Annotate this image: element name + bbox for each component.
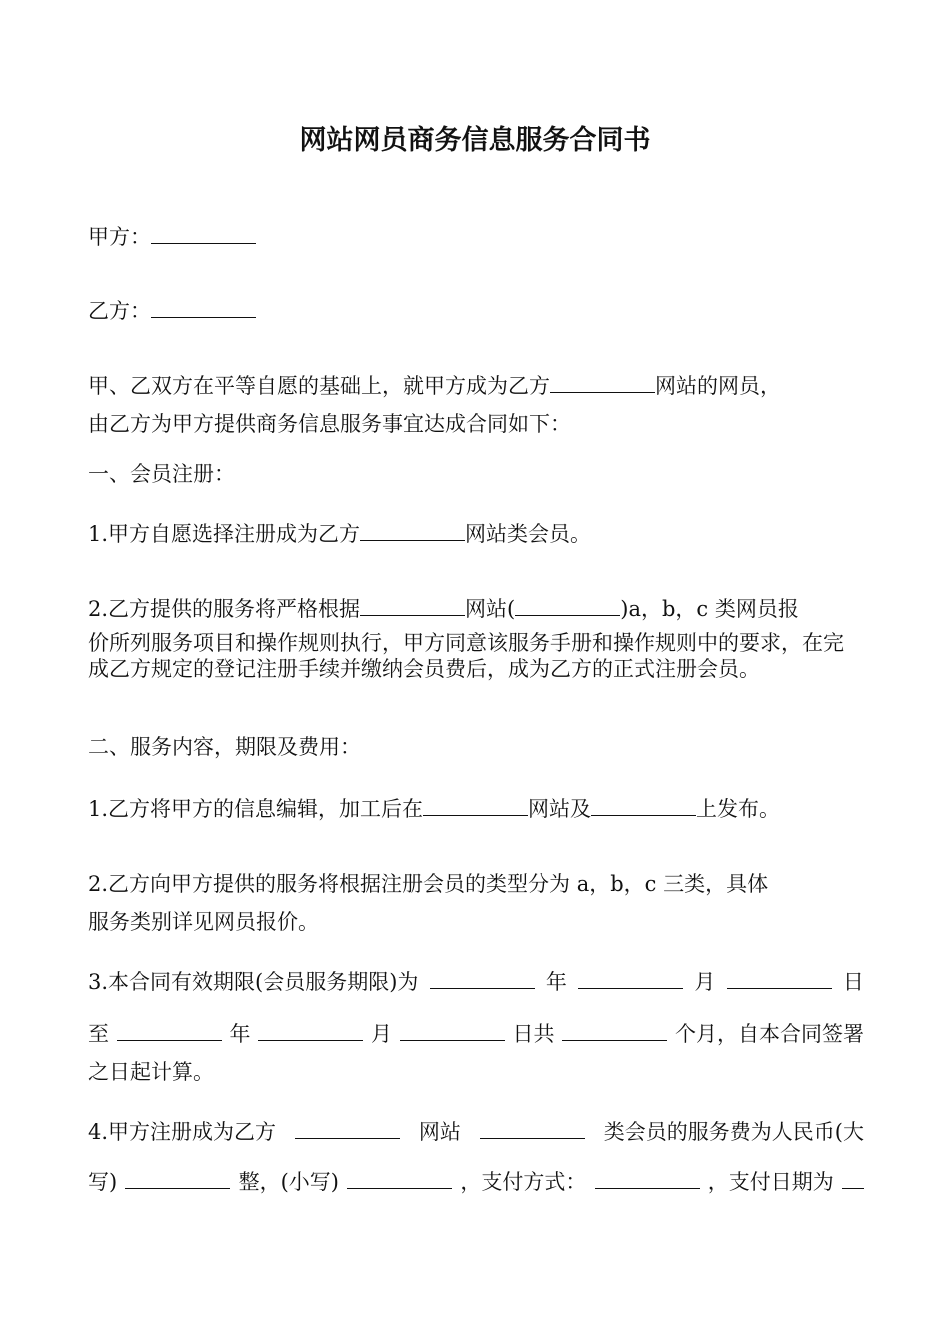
party-a-blank [151, 223, 256, 244]
section1-heading: 一、会员注册： [88, 462, 235, 486]
section2-item4-text-6: ，支付方式： [460, 1170, 587, 1194]
section2-heading: 二、服务内容，期限及费用： [88, 735, 361, 759]
party-b-label: 乙方： [88, 299, 151, 323]
section2-item1-blank-2 [591, 795, 696, 816]
section2-item2-line1: 2.乙方向甲方提供的服务将根据注册会员的类型分为 a，b，c 三类，具体 [88, 872, 769, 896]
section2-item3-text-1: 3.本合同有效期限(会员服务期限)为 [88, 970, 419, 994]
section2-item4-text-3: 类会员的服务费为人民币(大 [603, 1120, 864, 1144]
section2-item4-line1 [88, 1118, 864, 1146]
intro-text-2: 网站的网员， [655, 374, 781, 398]
section2-item1-text-3: 上发布。 [696, 797, 781, 821]
section2-item3-start-day-blank [727, 968, 832, 989]
intro-text-3: 由乙方为甲方提供商务信息服务事宜达成合同如下： [88, 412, 571, 436]
section2-item1 [88, 795, 864, 823]
section1-item2-text-2: 网站( [465, 597, 516, 621]
section1-item2-line1 [88, 595, 864, 623]
intro-website-blank [550, 372, 655, 393]
section2-item1-text-1: 1.乙方将甲方的信息编辑，加工后在 [88, 797, 424, 821]
section1-item2-blank-2 [515, 595, 620, 616]
section2-item3-start-year-blank [430, 968, 535, 989]
section2-item3-day-total: 日共 [512, 1022, 555, 1046]
section2-item4-text-4: 写) [88, 1170, 118, 1194]
section2-item1-text-2: 网站及 [528, 797, 592, 821]
section1-item2-text-1: 2.乙方提供的服务将严格根据 [88, 597, 361, 621]
section2-item3-month: 月 [694, 970, 716, 994]
party-b-line [88, 297, 864, 325]
section2-item4-text-2: 网站 [418, 1120, 461, 1144]
section2-item3-line1 [88, 968, 864, 996]
party-a-line [88, 223, 864, 251]
section2-item4-text-1: 4.甲方注册成为乙方 [88, 1120, 277, 1144]
section2-item3-day: 日 [842, 970, 864, 994]
section2-item3-to: 至 [88, 1022, 109, 1046]
intro-line-2 [88, 410, 864, 438]
section2-item4-line2 [88, 1168, 864, 1196]
section2-item4-amount-lower-blank [347, 1168, 452, 1189]
section2-item3-line3: 之日起计算。 [88, 1060, 214, 1084]
section1-item2-text-3: )a，b，c 类网员报 [620, 597, 799, 621]
section2-item3-year: 年 [545, 970, 567, 994]
document-title: 网站网员商务信息服务合同书 [299, 125, 651, 156]
section2-item4-website-blank [295, 1118, 400, 1139]
section2-item3-end-day-blank [400, 1020, 505, 1041]
section2-item3-months-blank [562, 1020, 667, 1041]
section1-item2-rest: 价所列服务项目和操作规则执行，甲方同意该服务手册和操作规则中的要求，在完成乙方规定的登记注册手续并缴纳会员费后，成为乙方的正式注册会员。 [88, 631, 844, 681]
section1-item1-blank [360, 520, 465, 541]
section2-item2-line2: 服务类别详见网员报价。 [88, 910, 319, 934]
section2-item3-end-month-blank [258, 1020, 363, 1041]
section1-item1 [88, 520, 864, 548]
section2-item4-payment-date-blank [842, 1168, 864, 1189]
section2-item3-month-2: 月 [371, 1022, 392, 1046]
section2-item3-line2 [88, 1020, 864, 1048]
section2-item4-amount-upper-blank [125, 1168, 230, 1189]
party-b-blank [151, 297, 256, 318]
section1-item2-blank-1 [360, 595, 465, 616]
section2-item4-text-7: ，支付日期为 [707, 1170, 834, 1194]
intro-text-1: 甲、乙双方在平等自愿的基础上，就甲方成为乙方 [88, 374, 550, 398]
section1-item1-text-2: 网站类会员。 [465, 522, 592, 546]
party-a-label: 甲方： [88, 225, 151, 249]
section2-item3-end-year-blank [117, 1020, 222, 1041]
section2-item4-type-blank [480, 1118, 585, 1139]
section2-item1-blank-1 [423, 795, 528, 816]
section1-item1-text-1: 1.甲方自愿选择注册成为乙方 [88, 522, 361, 546]
section2-item4-payment-method-blank [595, 1168, 700, 1189]
intro-line-1 [88, 372, 864, 400]
section2-item3-start-month-blank [578, 968, 683, 989]
section2-item3-year-2: 年 [229, 1022, 251, 1046]
section2-item4-text-5: 整，(小写) [238, 1170, 339, 1194]
section2-item3-months: 个月，自本合同签署 [675, 1022, 864, 1046]
